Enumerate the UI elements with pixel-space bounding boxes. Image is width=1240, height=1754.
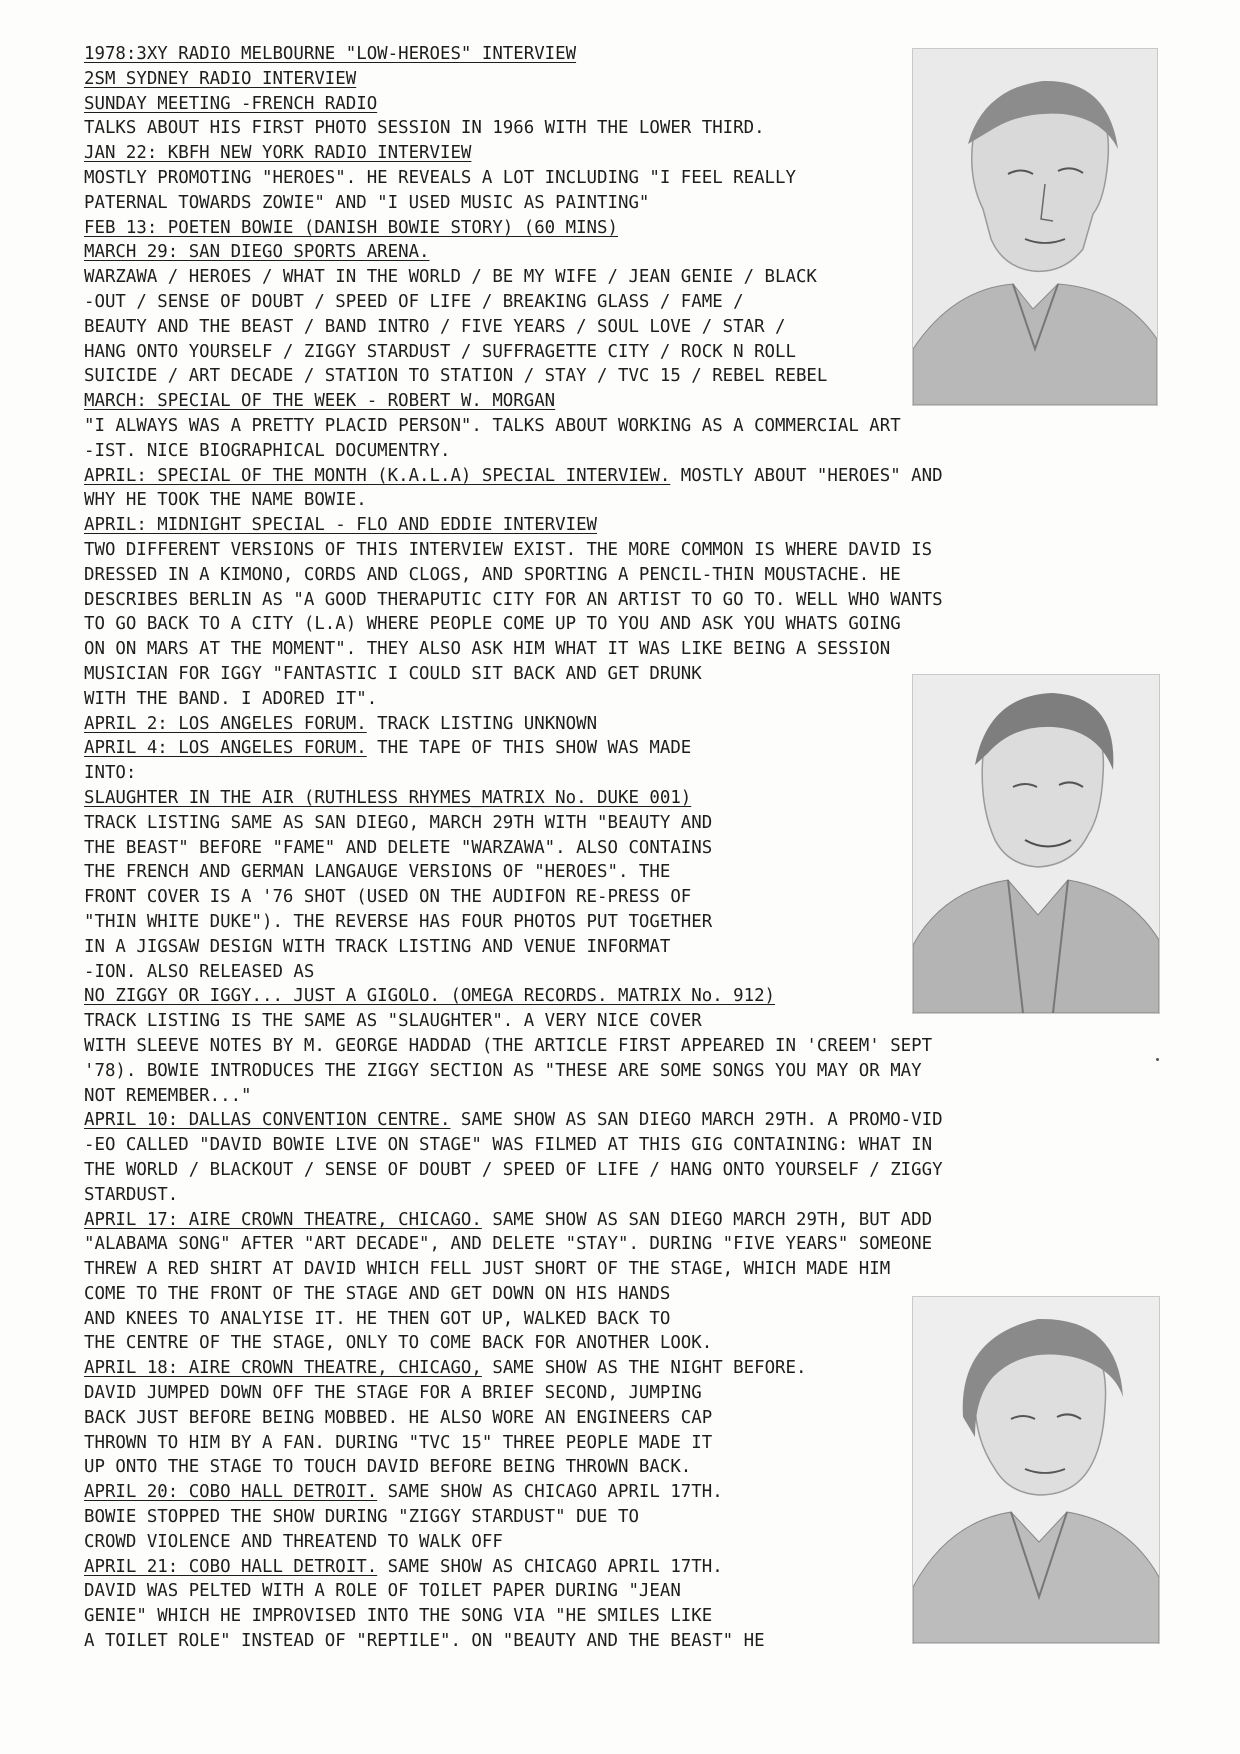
underlined-heading: APRIL 20: COBO HALL DETROIT. bbox=[84, 1482, 378, 1503]
line-text: -ION. ALSO RELEASED AS bbox=[84, 961, 315, 982]
text-block-main bbox=[84, 414, 943, 1654]
text-line bbox=[84, 290, 827, 315]
text-line bbox=[84, 1183, 943, 1208]
line-text: BACK JUST BEFORE BEING MOBBED. HE ALSO WORE AN ENGINEERS CAP bbox=[84, 1407, 713, 1428]
line-text: SAME SHOW AS CHICAGO APRIL 17TH. bbox=[377, 1556, 723, 1577]
underlined-heading: APRIL 4: LOS ANGELES FORUM. bbox=[84, 738, 367, 759]
underlined-heading: APRIL: SPECIAL OF THE MONTH (K.A.L.A) SPECIAL INTERVIEW. bbox=[84, 465, 671, 486]
text-line bbox=[84, 736, 943, 761]
line-text: TRACK LISTING SAME AS SAN DIEGO, MARCH 29TH WITH "BEAUTY AND bbox=[84, 812, 713, 833]
underlined-heading: MARCH: SPECIAL OF THE WEEK - ROBERT W. MORGAN bbox=[84, 391, 556, 412]
underlined-heading: 1978:3XY RADIO MELBOURNE "LOW-HEROES" INTERVIEW bbox=[84, 44, 577, 64]
line-text: A TOILET ROLE" INSTEAD OF "REPTILE". ON "BEAUTY AND THE BEAST" HE bbox=[84, 1631, 765, 1652]
text-line bbox=[84, 488, 943, 513]
line-text: THE WORLD / BLACKOUT / SENSE OF DOUBT / SPEED OF LIFE / HANG ONTO YOURSELF / ZIGGY bbox=[84, 1159, 943, 1180]
text-line bbox=[84, 1282, 943, 1307]
text-line bbox=[84, 340, 827, 365]
text-line bbox=[84, 761, 943, 786]
text-line bbox=[84, 364, 827, 389]
text-line bbox=[84, 687, 943, 712]
line-text: TRACK LISTING IS THE SAME AS "SLAUGHTER". A VERY NICE COVER bbox=[84, 1011, 702, 1032]
line-text: DAVID WAS PELTED WITH A ROLE OF TOILET PAPER DURING "JEAN bbox=[84, 1581, 681, 1602]
text-line bbox=[84, 464, 943, 489]
underlined-heading: NO ZIGGY OR IGGY... JUST A GIGOLO. (OMEGA RECORDS. MATRIX No. 912) bbox=[84, 986, 776, 1007]
text-line bbox=[84, 265, 827, 290]
text-line bbox=[84, 1133, 943, 1158]
text-block-top bbox=[84, 42, 827, 414]
text-line bbox=[84, 1232, 943, 1257]
text-line bbox=[84, 513, 943, 538]
line-text: COME TO THE FRONT OF THE STAGE AND GET DOWN ON HIS HANDS bbox=[84, 1283, 671, 1304]
line-text: MUSICIAN FOR IGGY "FANTASTIC I COULD SIT BACK AND GET DRUNK bbox=[84, 663, 702, 684]
text-line bbox=[84, 116, 827, 141]
line-text: ON ON MARS AT THE MOMENT". THEY ALSO ASK HIM WHAT IT WAS LIKE BEING A SESSION bbox=[84, 639, 891, 660]
text-line bbox=[84, 910, 943, 935]
line-text: THE TAPE OF THIS SHOW WAS MADE bbox=[366, 738, 692, 759]
underlined-heading: SLAUGHTER IN THE AIR (RUTHLESS RHYMES_MATRIX No. DUKE 001) bbox=[84, 787, 692, 808]
text-line bbox=[84, 414, 943, 439]
underlined-heading: JAN 22: KBFH NEW YORK RADIO INTERVIEW bbox=[84, 143, 472, 164]
line-text: THREW A RED SHIRT AT DAVID WHICH FELL JUST SHORT OF THE STAGE, WHICH MADE HIM bbox=[84, 1259, 891, 1280]
text-line bbox=[84, 811, 943, 836]
text-line bbox=[84, 588, 943, 613]
line-text: TO GO BACK TO A CITY (L.A) WHERE PEOPLE COME UP TO YOU AND ASK YOU WHATS GOING bbox=[84, 614, 901, 635]
portrait-photo-top bbox=[912, 48, 1158, 406]
text-line bbox=[84, 836, 943, 861]
text-line bbox=[84, 1629, 943, 1654]
text-line bbox=[84, 935, 943, 960]
line-text: FRONT COVER IS A '76 SHOT (USED ON THE AUDIFON RE-PRESS OF bbox=[84, 887, 692, 908]
line-text: TRACK LISTING UNKNOWN bbox=[366, 713, 598, 734]
line-text: MOSTLY ABOUT "HEROES" AND bbox=[670, 465, 943, 486]
text-line bbox=[84, 1034, 943, 1059]
line-text: SAME SHOW AS CHICAGO APRIL 17TH. bbox=[377, 1482, 723, 1503]
line-text: '78). BOWIE INTRODUCES THE ZIGGY SECTION AS "THESE ARE SOME SONGS YOU MAY OR MAY bbox=[84, 1060, 922, 1081]
line-text: UP ONTO THE STAGE TO TOUCH DAVID BEFORE BEING THROWN BACK. bbox=[84, 1457, 692, 1478]
text-line bbox=[84, 1480, 943, 1505]
line-text: "I ALWAYS WAS A PRETTY PLACID PERSON". TALKS ABOUT WORKING AS A COMMERCIAL ART bbox=[84, 416, 901, 436]
line-text: "THIN WHITE DUKE"). THE REVERSE HAS FOUR PHOTOS PUT TOGETHER bbox=[84, 911, 713, 932]
underlined-heading: APRIL 10: DALLAS CONVENTION CENTRE. bbox=[84, 1110, 451, 1131]
line-text: WARZAWA / HEROES / WHAT IN THE WORLD / BE MY WIFE / JEAN GENIE / BLACK bbox=[84, 267, 817, 288]
text-line bbox=[84, 1604, 943, 1629]
line-text: DAVID JUMPED DOWN OFF THE STAGE FOR A BRIEF SECOND, JUMPING bbox=[84, 1383, 702, 1404]
underlined-heading: SUNDAY MEETING -FRENCH RADIO bbox=[84, 93, 378, 114]
text-line bbox=[84, 563, 943, 588]
line-text: WITH THE BAND. I ADORED IT". bbox=[84, 688, 378, 709]
line-text: THE CENTRE OF THE STAGE, ONLY TO COME BACK FOR ANOTHER LOOK. bbox=[84, 1333, 713, 1354]
text-line bbox=[84, 662, 943, 687]
line-text: BEAUTY AND THE BEAST / BAND INTRO / FIVE YEARS / SOUL LOVE / STAR / bbox=[84, 316, 786, 337]
text-line bbox=[84, 1108, 943, 1133]
text-line bbox=[84, 439, 943, 464]
underlined-heading: MARCH 29: SAN DIEGO SPORTS ARENA. bbox=[84, 242, 430, 263]
underlined-heading: APRIL 2: LOS ANGELES FORUM. bbox=[84, 713, 367, 734]
text-line bbox=[84, 1381, 943, 1406]
text-line bbox=[84, 42, 827, 67]
text-line bbox=[84, 1059, 943, 1084]
line-text: "ALABAMA SONG" AFTER "ART DECADE", AND DELETE "STAY". DURING "FIVE YEARS" SOMEONE bbox=[84, 1234, 933, 1255]
line-text: -IST. NICE BIOGRAPHICAL DOCUMENTRY. bbox=[84, 440, 451, 461]
line-text: DRESSED IN A KIMONO, CORDS AND CLOGS, AND SPORTING A PENCIL-THIN MOUSTACHE. HE bbox=[84, 564, 901, 585]
text-line bbox=[84, 315, 827, 340]
line-text: SAME SHOW AS THE NIGHT BEFORE. bbox=[481, 1358, 807, 1379]
text-line bbox=[84, 712, 943, 737]
line-text: AND KNEES TO ANALYISE IT. HE THEN GOT UP, WALKED BACK TO bbox=[84, 1308, 671, 1329]
line-text: THROWN TO HIM BY A FAN. DURING "TVC 15" THREE PEOPLE MADE IT bbox=[84, 1432, 713, 1453]
portrait-photo-bottom bbox=[912, 1296, 1160, 1644]
line-text: MOSTLY PROMOTING "HEROES". HE REVEALS A LOT INCLUDING "I FEEL REALLY bbox=[84, 167, 796, 188]
underlined-heading: APRIL 21: COBO HALL DETROIT. bbox=[84, 1556, 378, 1577]
text-line bbox=[84, 1331, 943, 1356]
text-line bbox=[84, 984, 943, 1009]
underlined-heading: APRIL 18: AIRE CROWN THEATRE, CHICAGO, bbox=[84, 1358, 482, 1379]
line-text: TWO DIFFERENT VERSIONS OF THIS INTERVIEW EXIST. THE MORE COMMON IS WHERE DAVID IS bbox=[84, 539, 933, 560]
line-text: -EO CALLED "DAVID BOWIE LIVE ON STAGE" WAS FILMED AT THIS GIG CONTAINING: WHAT IN bbox=[84, 1135, 933, 1156]
line-text: SAME SHOW AS SAN DIEGO MARCH 29TH, BUT ADD bbox=[481, 1209, 933, 1230]
line-text: -OUT / SENSE OF DOUBT / SPEED OF LIFE / BREAKING GLASS / FAME / bbox=[84, 291, 744, 312]
line-text: SAME SHOW AS SAN DIEGO MARCH 29TH. A PROMO-VID bbox=[450, 1110, 943, 1131]
text-line bbox=[84, 1208, 943, 1233]
text-line bbox=[84, 1307, 943, 1332]
line-text: WHY HE TOOK THE NAME BOWIE. bbox=[84, 490, 367, 511]
line-text: BOWIE STOPPED THE SHOW DURING "ZIGGY STARDUST" DUE TO bbox=[84, 1507, 639, 1528]
text-line bbox=[84, 1009, 943, 1034]
line-text: DESCRIBES BERLIN AS "A GOOD THERAPUTIC CITY FOR AN ARTIST TO GO TO. WELL WHO WANTS bbox=[84, 589, 943, 610]
text-line bbox=[84, 67, 827, 92]
underlined-heading: FEB 13: POETEN BOWIE (DANISH BOWIE STORY) (60 MINS) bbox=[84, 217, 618, 238]
text-line bbox=[84, 1579, 943, 1604]
line-text: TALKS ABOUT HIS FIRST PHOTO SESSION IN 1966 WITH THE LOWER THIRD. bbox=[84, 118, 765, 139]
text-line bbox=[84, 1505, 943, 1530]
text-line bbox=[84, 637, 943, 662]
text-line bbox=[84, 240, 827, 265]
text-line bbox=[84, 960, 943, 985]
text-line bbox=[84, 1406, 943, 1431]
line-text: CROWD VIOLENCE AND THREATEND TO WALK OFF bbox=[84, 1531, 503, 1552]
line-text: WITH SLEEVE NOTES BY M. GEORGE HADDAD (THE ARTICLE FIRST APPEARED IN 'CREEM' SEPT bbox=[84, 1035, 933, 1056]
line-text: GENIE" WHICH HE IMPROVISED INTO THE SONG VIA "HE SMILES LIKE bbox=[84, 1606, 713, 1627]
line-text: THE BEAST" BEFORE "FAME" AND DELETE "WARZAWA". ALSO CONTAINS bbox=[84, 837, 713, 858]
text-line bbox=[84, 538, 943, 563]
underlined-heading: APRIL: MIDNIGHT SPECIAL - FLO AND EDDIE INTERVIEW bbox=[84, 515, 598, 536]
line-text: HANG ONTO YOURSELF / ZIGGY STARDUST / SUFFRAGETTE CITY / ROCK N ROLL bbox=[84, 341, 796, 362]
speck bbox=[1156, 1058, 1159, 1061]
text-line bbox=[84, 1356, 943, 1381]
text-line bbox=[84, 389, 827, 414]
line-text: INTO: bbox=[84, 763, 137, 784]
text-line bbox=[84, 860, 943, 885]
text-line bbox=[84, 1084, 943, 1109]
text-line bbox=[84, 786, 943, 811]
line-text: SUICIDE / ART DECADE / STATION TO STATION / STAY / TVC 15 / REBEL REBEL bbox=[84, 366, 828, 387]
line-text: THE FRENCH AND GERMAN LANGAUGE VERSIONS OF "HEROES". THE bbox=[84, 862, 671, 883]
line-text: PATERNAL TOWARDS ZOWIE" AND "I USED MUSIC AS PAINTING" bbox=[84, 192, 650, 213]
underlined-heading: APRIL 17: AIRE CROWN THEATRE, CHICAGO. bbox=[84, 1209, 482, 1230]
text-line bbox=[84, 1158, 943, 1183]
portrait-photo-middle bbox=[912, 674, 1160, 1014]
underlined-heading: 2SM SYDNEY RADIO INTERVIEW bbox=[84, 68, 357, 89]
text-line bbox=[84, 92, 827, 117]
line-text: STARDUST. bbox=[84, 1184, 179, 1205]
text-line bbox=[84, 1455, 943, 1480]
text-line bbox=[84, 1431, 943, 1456]
line-text: NOT REMEMBER..." bbox=[84, 1085, 252, 1106]
text-line bbox=[84, 141, 827, 166]
text-line bbox=[84, 191, 827, 216]
text-line bbox=[84, 885, 943, 910]
text-line bbox=[84, 166, 827, 191]
line-text: IN A JIGSAW DESIGN WITH TRACK LISTING AND VENUE INFORMAT bbox=[84, 936, 671, 957]
text-line bbox=[84, 1530, 943, 1555]
text-line bbox=[84, 1257, 943, 1282]
text-line bbox=[84, 216, 827, 241]
text-line bbox=[84, 612, 943, 637]
text-line bbox=[84, 1555, 943, 1580]
